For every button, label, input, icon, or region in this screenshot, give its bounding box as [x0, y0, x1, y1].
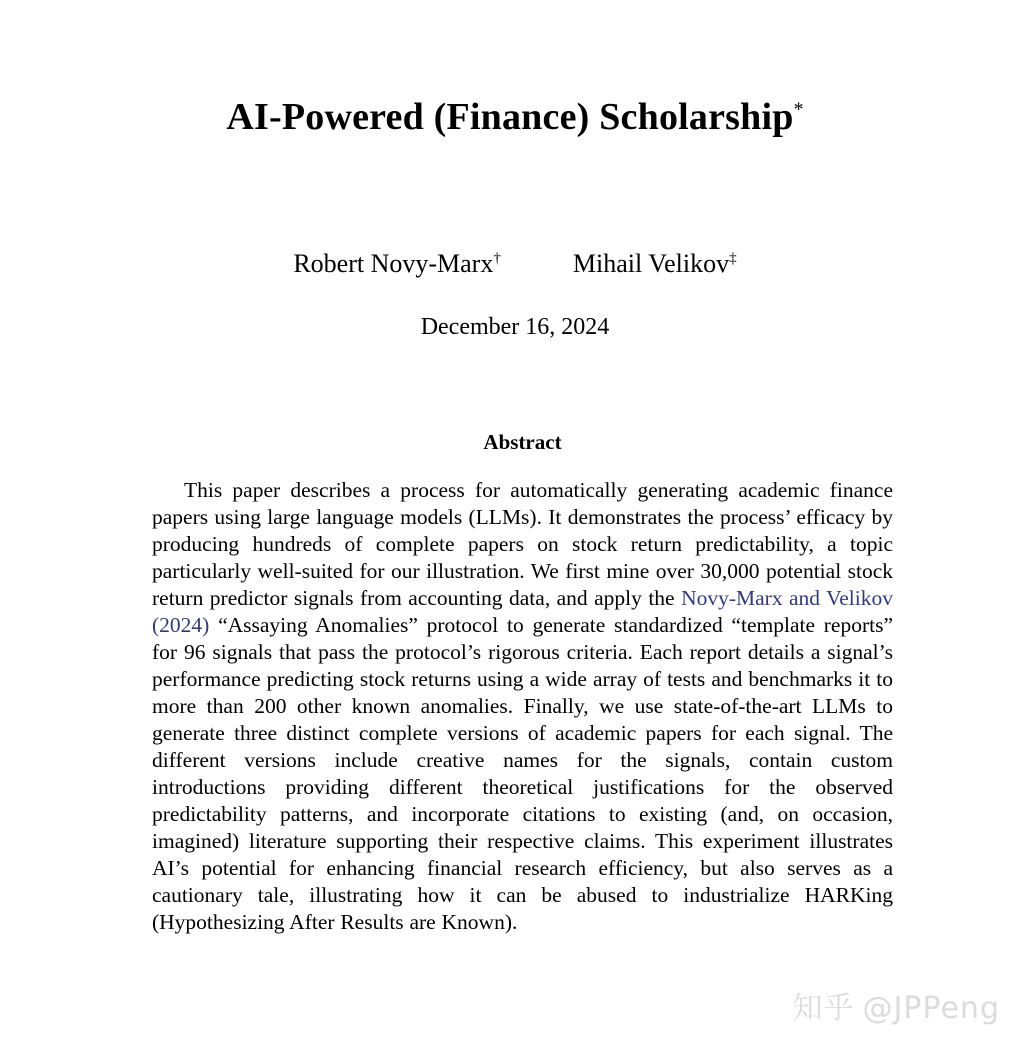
abstract-text-part-1: This paper describes a process for automatically generating academic finance papers using large language models (LLMs). It demonstrates the process’ efficacy by producing hundreds of complete papers on stock return predictability, a topic particularly well-suited for our illustration. We first mine over 30,000 potential stock return predictor signals from accounting data, and apply the: [152, 478, 893, 611]
author-footnote-marker: †: [493, 250, 501, 267]
publication-date: December 16, 2024: [420, 314, 610, 340]
author-footnote-marker: ‡: [729, 250, 737, 267]
author-name: Mihail Velikov: [572, 249, 730, 278]
title-block: [0, 96, 1030, 140]
paper-title-text: AI-Powered (Finance) Scholarship: [226, 96, 794, 138]
abstract-text-part-2: “Assaying Anomalies” protocol to generate standardized “template reports” for 96 signals that pass the protocol’s rigorous criteria. Each report details a signal’s performance predicting stock returns using a wide array of tests and benchmarks it to more than 200 other known anomalies. Finally, we use state-of-the-art LLMs to generate three distinct complete versions of academic papers for each signal. The different versions include creative names for the signals, contain custom introductions providing different theoretical justifications for the observed predictability patterns, and incorporate citations to existing (and, on occasion, imagined) literature supporting their respective claims. This experiment illustrates AI’s potential for enhancing financial research efficiency, but also serves as a cautionary tale, illustrating how it can be abused to industrialize HARKing (Hypothesizing After Results are Known).: [152, 613, 893, 935]
author-entry: [293, 248, 501, 279]
watermark-platform: 知乎: [792, 991, 855, 1026]
abstract-section: [152, 430, 893, 936]
title-footnote-marker: *: [793, 98, 804, 121]
abstract-body: [152, 477, 893, 936]
author-entry: [573, 248, 737, 279]
watermark-handle: @JPPeng: [862, 991, 1000, 1026]
page-title: [0, 96, 1030, 140]
authors-block: [0, 248, 1030, 279]
citation-link-novy-marx-velikov-2024[interactable]: Novy-Marx and Velikov (2024): [152, 586, 893, 638]
watermark: [793, 983, 1000, 1027]
author-name: Robert Novy-Marx: [293, 249, 494, 278]
abstract-heading: Abstract: [483, 430, 562, 454]
